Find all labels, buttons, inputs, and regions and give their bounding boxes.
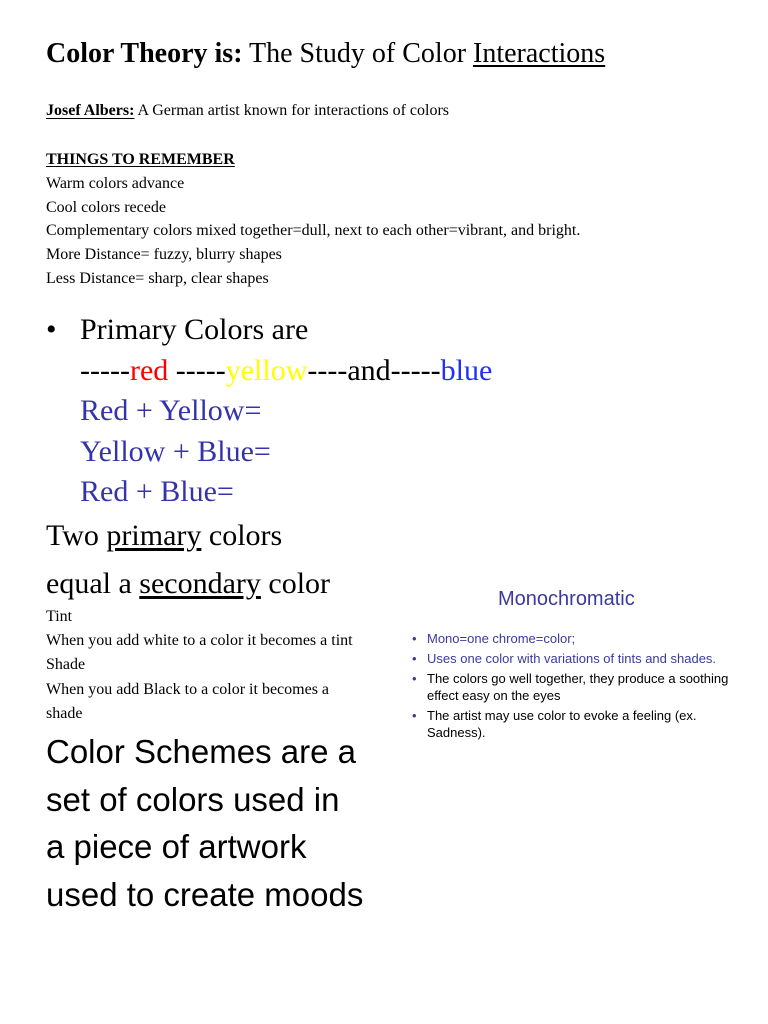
list-item-text: Uses one color with variations of tints and shades. — [427, 651, 717, 666]
list-item — [410, 670, 755, 704]
remember-item: More Distance= fuzzy, blurry shapes — [46, 246, 282, 264]
albers-description: A German artist known for interactions of colors — [134, 102, 450, 119]
remember-item: Complementary colors mixed together=dull, next to each other=vibrant, and bright. — [46, 222, 581, 240]
albers-name: Josef Albers: — [46, 102, 135, 119]
equation-line: Red + Yellow= — [80, 394, 262, 427]
list-item — [410, 650, 755, 667]
statement-text: color — [260, 567, 331, 600]
list-item-text: The artist may use color to evoke a feeling (ex. Sadness). — [427, 708, 697, 740]
statement-text: Two — [46, 519, 107, 552]
statement-text: equal a — [46, 567, 140, 600]
dash-text: ----and----- — [307, 353, 441, 387]
equation-line: Red + Blue= — [80, 475, 234, 508]
page-title — [46, 36, 605, 72]
title-text: The Study of Color — [242, 38, 474, 69]
secondary-underlined-word: secondary — [139, 567, 261, 600]
list-item — [410, 707, 755, 741]
title-underlined-word: Interactions — [473, 38, 606, 69]
remember-heading: THINGS TO REMEMBER — [46, 151, 235, 168]
color-yellow-word: yellow — [225, 353, 308, 387]
list-item-text: Mono=one chrome=color; — [427, 631, 576, 646]
color-red-word: red — [129, 353, 169, 387]
dash-text: ----- — [80, 353, 130, 387]
primary-colors-section — [46, 310, 492, 513]
dash-text: ----- — [168, 353, 226, 387]
albers-line — [46, 100, 449, 122]
schemes-line: a piece of artwork — [46, 828, 307, 865]
primary-colors-list — [46, 351, 492, 392]
equation-line: Yellow + Blue= — [80, 434, 271, 468]
bullet-icon: • — [412, 631, 417, 646]
monochromatic-list — [410, 630, 755, 744]
bullet-icon: • — [412, 671, 417, 686]
remember-item: Warm colors advance — [46, 174, 185, 192]
shade-heading: Shade — [46, 656, 86, 674]
color-blue-word: blue — [440, 353, 493, 387]
schemes-line: Color Schemes are a — [46, 733, 356, 770]
statement-text: colors — [201, 519, 283, 552]
statement-line-2 — [46, 560, 330, 608]
tint-heading: Tint — [46, 608, 73, 625]
remember-item: Cool colors recede — [46, 198, 166, 216]
bullet-icon: • — [46, 313, 57, 346]
schemes-line: used to create moods — [46, 875, 364, 913]
things-to-remember-section — [46, 148, 580, 291]
list-item-text: The colors go well together, they produce a soothing effect easy on the eyes — [427, 671, 729, 703]
title-label: Color Theory is: — [46, 38, 243, 69]
shade-description: When you add Black to a color it becomes a — [46, 680, 330, 698]
schemes-line: set of colors used in — [46, 780, 340, 818]
tint-shade-section — [46, 605, 353, 726]
primary-colors-heading — [46, 310, 492, 351]
color-schemes-statement — [46, 728, 363, 918]
remember-item: Less Distance= sharp, clear shapes — [46, 269, 269, 287]
statement-line-1 — [46, 512, 330, 560]
list-item — [410, 630, 755, 647]
primary-underlined-word: primary — [106, 519, 202, 552]
shade-description-cont: shade — [46, 704, 83, 722]
tint-description: When you add white to a color it becomes a tint — [46, 632, 353, 650]
primary-colors-label: Primary Colors are — [80, 313, 309, 346]
bullet-icon: • — [412, 708, 417, 723]
bullet-icon: • — [412, 651, 417, 666]
secondary-color-statement — [46, 512, 330, 608]
monochromatic-title: Monochromatic — [498, 588, 635, 610]
